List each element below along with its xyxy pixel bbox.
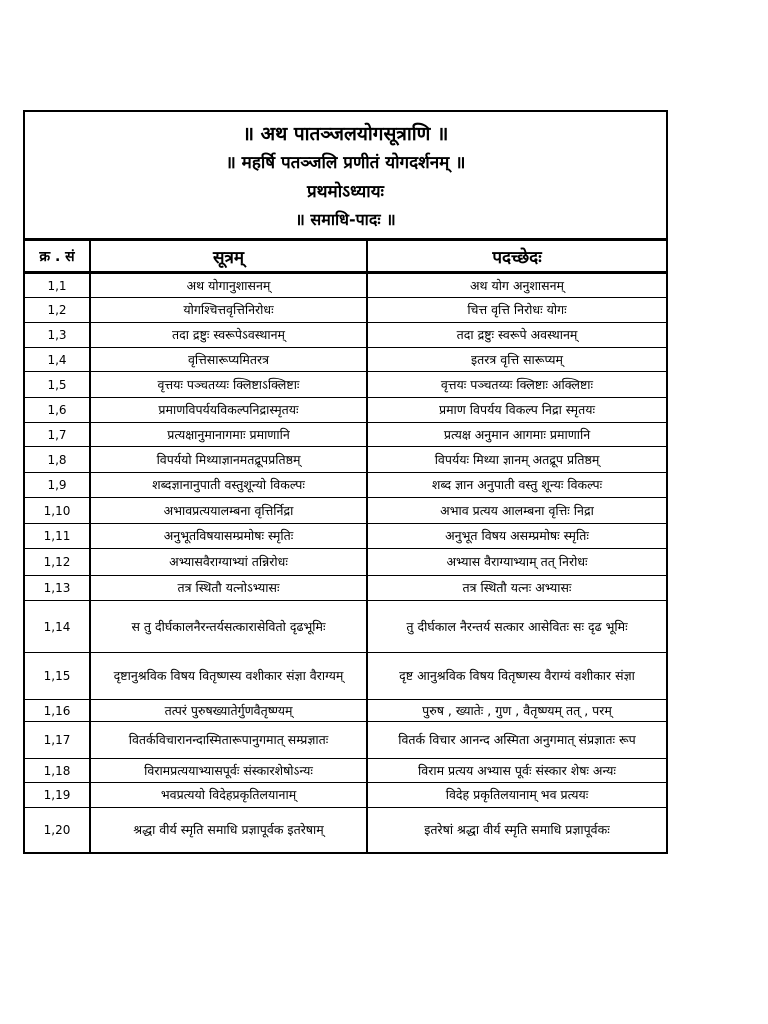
table-row	[25, 783, 666, 808]
row-number-cell: 1,7	[25, 423, 90, 447]
padaccheda-cell: प्रमाण विपर्यय विकल्प निद्रा स्मृतयः	[367, 398, 666, 423]
row-number-cell: 1,19	[25, 783, 90, 808]
padaccheda-cell: इतरेषां श्रद्धा वीर्य स्मृति समाधि प्रज्ञापूर्वकः	[424, 821, 610, 837]
table-row	[25, 447, 666, 473]
sutra-cell: भवप्रत्ययो विदेहप्रकृतिलयानाम्	[90, 783, 367, 808]
padaccheda-cell: विपर्ययः मिथ्या ज्ञानम् अतद्रूप प्रतिष्ठम्	[367, 447, 666, 473]
sutra-cell: दृष्टानुश्रविक विषय वितृष्णस्य वशीकार संज्ञा वैराग्यम्	[90, 653, 367, 700]
sutra-cell: तदा द्रष्टुः स्वरूपेऽवस्थानम्	[90, 323, 367, 348]
padaccheda-cell: वितर्क विचार आनन्द अस्मिता अनुगमात् संप्रज्ञातः रूप	[367, 722, 666, 759]
sutra-cell: विपर्ययो मिथ्याज्ञानमतद्रूपप्रतिष्ठम्	[90, 447, 367, 473]
column-header-number: क्र . सं	[25, 241, 90, 273]
table-row	[25, 700, 666, 722]
table-row	[25, 576, 666, 601]
padaccheda-cell: पुरुष , ख्यातेः , गुण , वैतृष्ण्यम् तत् , परम्	[367, 700, 666, 722]
sutra-cell: स तु दीर्घकालनैरन्तर्यसत्कारासेवितो दृढभूमिः	[90, 601, 367, 653]
table-body	[25, 273, 666, 852]
table-row	[25, 398, 666, 423]
row-number-cell: 1,14	[25, 601, 90, 653]
column-header-padaccheda: पदच्छेदः	[367, 241, 666, 273]
table-row	[25, 273, 666, 298]
row-number-cell: 1,11	[25, 524, 90, 549]
sutra-cell: वितर्कविचारानन्दास्मितारूपानुगमात् सम्प्रज्ञातः	[90, 722, 367, 759]
row-number-cell: 1,10	[25, 498, 90, 524]
sutra-cell: शब्दज्ञानानुपाती वस्तुशून्यो विकल्पः	[90, 473, 367, 498]
sutra-cell: अथ योगानुशासनम्	[90, 273, 367, 298]
table-row	[25, 549, 666, 576]
row-number-cell: 1,4	[25, 348, 90, 372]
row-number-cell: 1,2	[25, 298, 90, 323]
sutra-cell: वृत्तिसारूप्यमितरत्र	[90, 348, 367, 372]
table-row	[25, 808, 666, 852]
section-title: ॥ समाधि-पादः ॥	[295, 209, 396, 229]
row-number-cell: 1,3	[25, 323, 90, 348]
padaccheda-cell: इतरत्र वृत्ति सारूप्यम्	[367, 348, 666, 372]
table-header-row	[25, 241, 666, 273]
row-number-cell: 1,15	[25, 653, 90, 700]
row-number-cell: 1,17	[25, 722, 90, 759]
table-row	[25, 372, 666, 398]
sutra-cell: योगश्चित्तवृत्तिनिरोधः	[90, 298, 367, 323]
table-row	[25, 473, 666, 498]
row-number-cell: 1,8	[25, 447, 90, 473]
row-number-cell: 1,12	[25, 549, 90, 576]
row-number-cell: 1,1	[25, 273, 90, 298]
sutra-cell: अभ्यासवैराग्याभ्यां तन्निरोधः	[90, 549, 367, 576]
title-block	[25, 112, 666, 241]
padaccheda-cell: अथ योग अनुशासनम्	[367, 273, 666, 298]
padaccheda-cell: तत्र स्थितौ यत्नः अभ्यासः	[367, 576, 666, 601]
row-number-cell: 1,20	[25, 808, 90, 852]
padaccheda-cell: अभाव प्रत्यय आलम्बना वृत्तिः निद्रा	[367, 498, 666, 524]
padaccheda-cell: विराम प्रत्यय अभ्यास पूर्वः संस्कार शेषः अन्यः	[367, 759, 666, 783]
table-row	[25, 759, 666, 783]
sutra-cell: विरामप्रत्ययाभ्यासपूर्वः संस्कारशेषोऽन्यः	[90, 759, 367, 783]
subtitle: ॥ महर्षि पतञ्जलि प्रणीतं योगदर्शनम् ॥	[225, 152, 466, 173]
padaccheda-cell: अभ्यास वैराग्याभ्याम् तत् निरोधः	[367, 549, 666, 576]
sutra-table-sheet	[23, 110, 668, 854]
table-row	[25, 722, 666, 759]
chapter-title: प्रथमोऽध्यायः	[307, 181, 384, 202]
main-title: ॥ अथ पातञ्जलयोगसूत्राणि ॥	[242, 122, 449, 145]
row-number-cell: 1,13	[25, 576, 90, 601]
table-row	[25, 653, 666, 700]
row-number-cell: 1,18	[25, 759, 90, 783]
row-number-cell: 1,16	[25, 700, 90, 722]
table-row	[25, 348, 666, 372]
sutra-cell: तत्र स्थितौ यत्नोऽभ्यासः	[90, 576, 367, 601]
padaccheda-cell: शब्द ज्ञान अनुपाती वस्तु शून्यः विकल्पः	[367, 473, 666, 498]
padaccheda-cell: वृत्तयः पञ्चतय्यः क्लिष्टाः अक्लिष्टाः	[367, 372, 666, 398]
padaccheda-cell: दृष्ट आनुश्रविक विषय वितृष्णस्य वैराग्यं वशीकार संज्ञा	[367, 653, 666, 700]
table-row	[25, 298, 666, 323]
sutra-cell: अनुभूतविषयासम्प्रमोषः स्मृतिः	[90, 524, 367, 549]
padaccheda-cell: चित्त वृत्ति निरोधः योगः	[367, 298, 666, 323]
table-row	[25, 498, 666, 524]
sutra-cell: अभावप्रत्ययालम्बना वृत्तिर्निद्रा	[90, 498, 367, 524]
padaccheda-cell: विदेह प्रकृतिलयानाम् भव प्रत्ययः	[367, 783, 666, 808]
sutra-cell: वृत्तयः पञ्चतय्यः क्लिष्टाऽक्लिष्टाः	[90, 372, 367, 398]
sutra-table	[25, 241, 666, 852]
table-row	[25, 601, 666, 653]
padaccheda-cell: तु दीर्घकाल नैरन्तर्य सत्कार आसेवितः सः दृढ भूमिः	[367, 601, 666, 653]
padaccheda-cell: अनुभूत विषय असम्प्रमोषः स्मृतिः	[367, 524, 666, 549]
sutra-cell: प्रमाणविपर्ययविकल्पनिद्रास्मृतयः	[90, 398, 367, 423]
column-header-sutra: सूत्रम्	[90, 241, 367, 273]
table-row	[25, 423, 666, 447]
row-number-cell: 1,5	[25, 372, 90, 398]
table-row	[25, 524, 666, 549]
table-row	[25, 323, 666, 348]
padaccheda-cell: तदा द्रष्टुः स्वरूपे अवस्थानम्	[367, 323, 666, 348]
row-number-cell: 1,9	[25, 473, 90, 498]
sutra-cell: तत्परं पुरुषख्यातेर्गुणवैतृष्ण्यम्	[90, 700, 367, 722]
padaccheda-cell: प्रत्यक्ष अनुमान आगमाः प्रमाणानि	[367, 423, 666, 447]
row-number-cell: 1,6	[25, 398, 90, 423]
sutra-cell: श्रद्धा वीर्य स्मृति समाधि प्रज्ञापूर्वक इतरेषाम्	[90, 808, 367, 852]
sutra-cell: प्रत्यक्षानुमानागमाः प्रमाणानि	[90, 423, 367, 447]
